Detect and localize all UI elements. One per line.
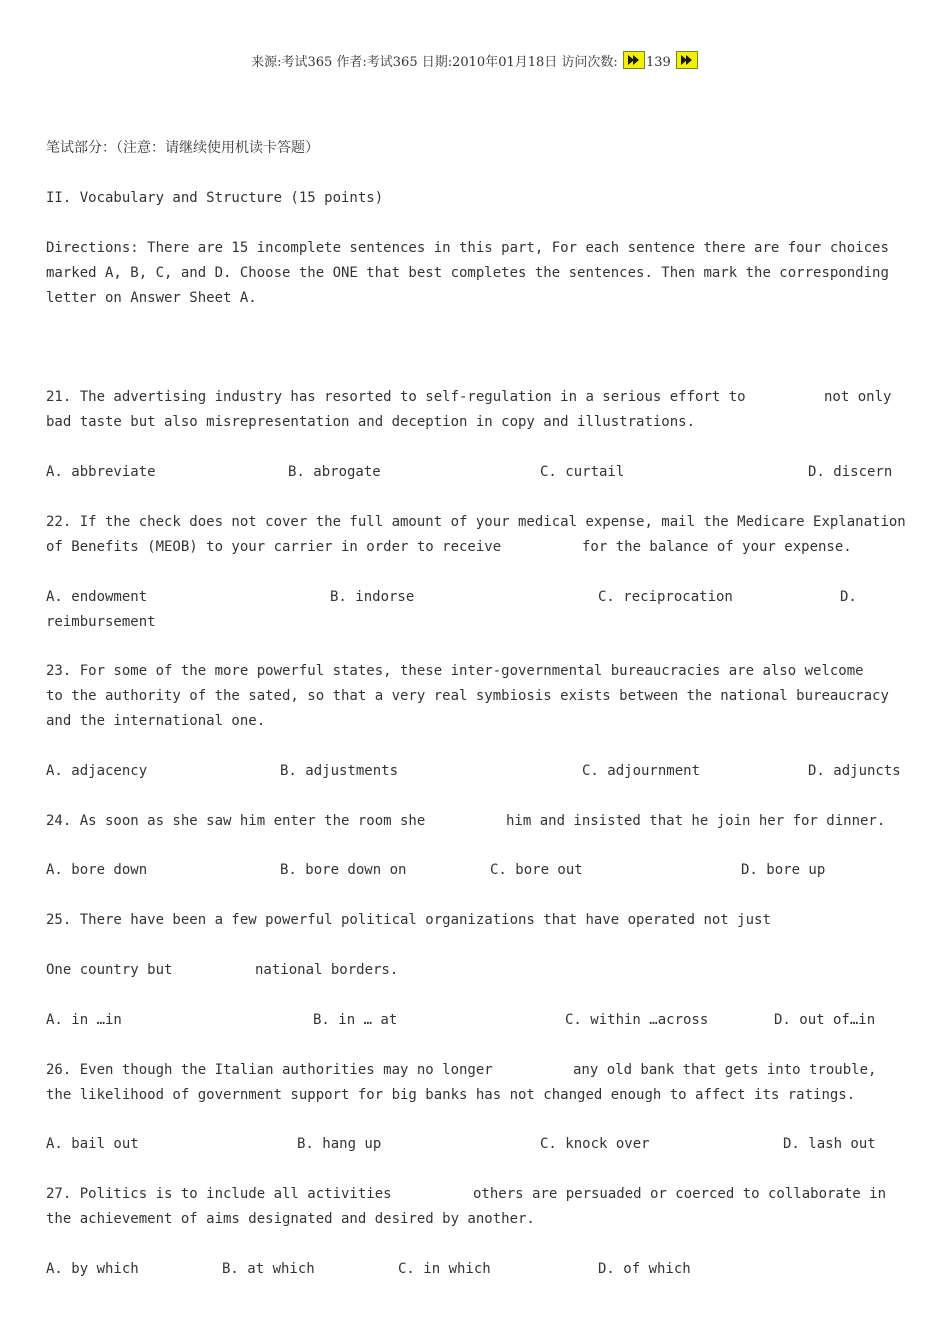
- question-22: 22. If the check does not cover the full amount of your medical expense, mail the Medicare Explanation: [46, 514, 906, 530]
- part-title: II. Vocabulary and Structure (15 points): [46, 190, 384, 206]
- question-text: others are persuaded or coerced to collaborate in: [473, 1186, 887, 1202]
- option-c[interactable]: C. within …across: [565, 1012, 709, 1028]
- option-b[interactable]: B. at which: [222, 1261, 315, 1277]
- section-heading: 笔试部分：（注意：请继续使用机读卡答题）: [46, 140, 319, 156]
- option-b[interactable]: B. abrogate: [288, 464, 381, 480]
- option-d[interactable]: D. of which: [598, 1261, 691, 1277]
- question-26: 26. Even though the Italian authorities may no longer: [46, 1062, 493, 1078]
- option-c[interactable]: C. curtail: [540, 464, 625, 480]
- directions-line: Directions: There are 15 incomplete sentences in this part, For each sentence there are four choices: [46, 240, 889, 256]
- option-d[interactable]: D.: [840, 589, 857, 605]
- option-b[interactable]: B. hang up: [297, 1136, 382, 1152]
- option-b[interactable]: B. indorse: [330, 589, 415, 605]
- question-text: bad taste but also misrepresentation and deception in copy and illustrations.: [46, 414, 696, 430]
- question-27: 27. Politics is to include all activities: [46, 1186, 392, 1202]
- option-a[interactable]: A. by which: [46, 1261, 139, 1277]
- question-text: to the authority of the sated, so that a very real symbiosis exists between the national bureaucracy: [46, 688, 889, 704]
- option-a[interactable]: A. bail out: [46, 1136, 139, 1152]
- option-d[interactable]: D. adjuncts: [808, 763, 901, 779]
- option-a[interactable]: A. abbreviate: [46, 464, 156, 480]
- question-25: 25. There have been a few powerful political organizations that have operated not just: [46, 912, 771, 928]
- option-d-text[interactable]: reimbursement: [46, 614, 156, 630]
- option-a[interactable]: A. bore down: [46, 862, 148, 878]
- directions-line: letter on Answer Sheet A.: [46, 290, 257, 306]
- question-23: 23. For some of the more powerful states, these inter-governmental bureaucracies are also welcome: [46, 663, 864, 679]
- option-c[interactable]: C. bore out: [490, 862, 583, 878]
- question-text: and the international one.: [46, 713, 266, 729]
- question-text: for the balance of your expense.: [582, 539, 852, 555]
- option-a[interactable]: A. endowment: [46, 589, 148, 605]
- option-c[interactable]: C. in which: [398, 1261, 491, 1277]
- option-c[interactable]: C. adjournment: [582, 763, 701, 779]
- option-a[interactable]: A. in …in: [46, 1012, 122, 1028]
- question-text: him and insisted that he join her for dinner.: [506, 813, 886, 829]
- option-c[interactable]: C. knock over: [540, 1136, 650, 1152]
- option-a[interactable]: A. adjacency: [46, 763, 148, 779]
- question-21: [46, 385, 746, 410]
- question-text: the likelihood of government support for big banks has not changed enough to affect its ratings.: [46, 1087, 856, 1103]
- question-text: any old bank that gets into trouble,: [573, 1062, 877, 1078]
- arrow-badge-icon[interactable]: [623, 51, 645, 69]
- meta-text: 来源:考试365 作者:考试365 日期:2010年01月18日 访问次数:: [251, 55, 618, 70]
- option-d[interactable]: D. bore up: [741, 862, 826, 878]
- question-text: the achievement of aims designated and desired by another.: [46, 1211, 535, 1227]
- question-text: One country but: [46, 962, 173, 978]
- article-meta: [0, 51, 950, 70]
- visit-count: 139: [645, 55, 671, 70]
- option-b[interactable]: B. adjustments: [280, 763, 399, 779]
- question-text: 21. The advertising industry has resorted to self-regulation in a serious effort to: [46, 389, 746, 405]
- option-c[interactable]: C. reciprocation: [598, 589, 733, 605]
- option-b[interactable]: B. in … at: [313, 1012, 398, 1028]
- question-24: 24. As soon as she saw him enter the room she: [46, 813, 426, 829]
- question-text: not only: [824, 389, 892, 405]
- option-d[interactable]: D. out of…in: [774, 1012, 876, 1028]
- question-text: national borders.: [255, 962, 399, 978]
- arrow-badge-icon[interactable]: [676, 51, 698, 69]
- directions-line: marked A, B, C, and D. Choose the ONE that best completes the sentences. Then mark the corresponding: [46, 265, 889, 281]
- question-text: of Benefits (MEOB) to your carrier in order to receive: [46, 539, 502, 555]
- option-d[interactable]: D. discern: [808, 464, 893, 480]
- option-b[interactable]: B. bore down on: [280, 862, 407, 878]
- option-d[interactable]: D. lash out: [783, 1136, 876, 1152]
